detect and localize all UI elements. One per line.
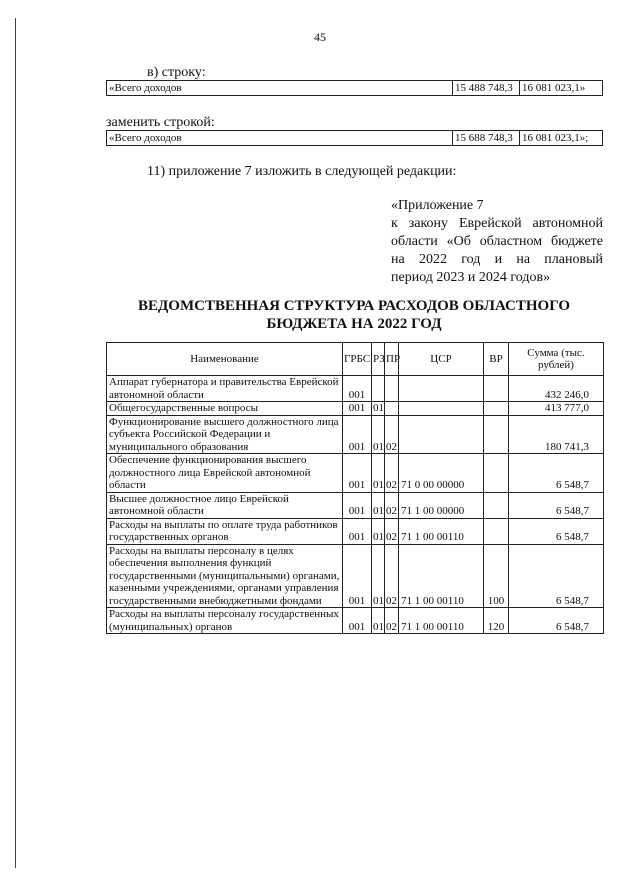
- table-row: [107, 376, 604, 402]
- table-row: [107, 402, 604, 416]
- table-header-row: [107, 343, 604, 376]
- row-vr: [484, 454, 509, 493]
- table-row: [107, 415, 604, 454]
- row-pr: 02: [385, 544, 399, 608]
- document-title: [106, 297, 602, 333]
- row-grbs: 001: [343, 454, 372, 493]
- row-name: Высшее должностное лицо Еврейской автономной области: [107, 492, 343, 518]
- amendment-new-value-1: 15 688 748,3: [453, 131, 520, 146]
- header-grbs: ГРБС: [343, 343, 372, 376]
- row-grbs: 001: [343, 402, 372, 416]
- row-rz: 01: [372, 454, 385, 493]
- row-vr: [484, 518, 509, 544]
- row-name: Аппарат губернатора и правительства Еврейской автономной области: [107, 376, 343, 402]
- row-grbs: 001: [343, 518, 372, 544]
- amendment-old-value-1: 15 488 748,3: [453, 81, 520, 96]
- row-rz: 01: [372, 492, 385, 518]
- amendment-new-value-2: 16 081 023,1»;: [520, 131, 603, 146]
- row-grbs: 001: [343, 376, 372, 402]
- row-pr: 02: [385, 454, 399, 493]
- row-csr: 71 1 00 00110: [399, 544, 484, 608]
- annex-line-1: «Приложение 7: [391, 198, 484, 213]
- table-row: [107, 454, 604, 493]
- row-name: Расходы на выплаты персоналу государственных (муниципальных) органов: [107, 608, 343, 634]
- table-row: [107, 131, 603, 146]
- annex-header: [391, 197, 603, 287]
- row-rz: 01: [372, 415, 385, 454]
- amendment-new-label: заменить строкой:: [106, 115, 215, 130]
- row-csr: [399, 376, 484, 402]
- row-sum: 6 548,7: [509, 492, 604, 518]
- row-name: Обеспечение функционирования высшего должностного лица Еврейской автономной области: [107, 454, 343, 493]
- row-vr: 120: [484, 608, 509, 634]
- row-sum: 413 777,0: [509, 402, 604, 416]
- row-grbs: 001: [343, 544, 372, 608]
- table-row: [107, 81, 603, 96]
- row-sum: 432 246,0: [509, 376, 604, 402]
- header-sum: Сумма (тыс. рублей): [509, 343, 604, 376]
- paragraph-11: 11) приложение 7 изложить в следующей редакции:: [147, 164, 457, 179]
- row-pr: 02: [385, 518, 399, 544]
- row-csr: 71 1 00 00110: [399, 518, 484, 544]
- header-name: Наименование: [107, 343, 343, 376]
- row-rz: 01: [372, 544, 385, 608]
- row-csr: [399, 402, 484, 416]
- page-number: 45: [314, 30, 326, 44]
- row-csr: 71 1 00 00000: [399, 492, 484, 518]
- header-rz: РЗ: [372, 343, 385, 376]
- row-grbs: 001: [343, 492, 372, 518]
- header-pr: ПР: [385, 343, 399, 376]
- expenditure-structure-table: [106, 342, 604, 634]
- row-rz: 01: [373, 402, 384, 414]
- row-sum: 6 548,7: [509, 608, 604, 634]
- title-line-1: ВЕДОМСТВЕННАЯ СТРУКТУРА РАСХОДОВ ОБЛАСТНОГО: [137, 298, 571, 314]
- row-name: Расходы на выплаты персоналу в целях обеспечения выполнения функций государственными (муниципальными) органами, казенными учреждениями, органами управления государственными внебюджетными фондами: [107, 544, 343, 608]
- row-rz: 01: [372, 608, 385, 634]
- row-vr: [484, 492, 509, 518]
- row-csr: 71 1 00 00110: [399, 608, 484, 634]
- annex-line-3: области «Об областном бюджете: [391, 234, 603, 249]
- page-margin-rule: [15, 18, 16, 868]
- row-pr: 02: [385, 608, 399, 634]
- row-sum: 6 548,7: [509, 454, 604, 493]
- row-grbs: 001: [343, 415, 372, 454]
- row-name: Функционирование высшего должностного лица субъекта Российской Федерации и муниципального образования: [107, 415, 343, 454]
- table-row: [107, 518, 604, 544]
- row-name: Расходы на выплаты по оплате труда работников государственных органов: [107, 518, 343, 544]
- amendment-new-name: «Всего доходов: [107, 131, 453, 146]
- row-pr: [385, 402, 399, 416]
- row-csr: [399, 415, 484, 454]
- row-grbs: 001: [343, 608, 372, 634]
- row-sum: 6 548,7: [509, 518, 604, 544]
- row-vr: 100: [484, 544, 509, 608]
- amendment-old-name: «Всего доходов: [107, 81, 453, 96]
- title-line-2: БЮДЖЕТА НА 2022 ГОД: [266, 316, 442, 332]
- row-pr: 02: [385, 492, 399, 518]
- row-sum: 6 548,7: [509, 544, 604, 608]
- table-row: [107, 608, 604, 634]
- row-sum: 180 741,3: [509, 415, 604, 454]
- annex-line-4: на 2022 год и на плановый: [391, 252, 603, 267]
- row-rz: 01: [372, 518, 385, 544]
- row-vr: [484, 376, 509, 402]
- amendment-old-label: в) строку:: [147, 65, 206, 80]
- row-name: Общегосударственные вопросы: [107, 402, 343, 416]
- header-vr: ВР: [484, 343, 509, 376]
- row-pr: 02: [385, 415, 399, 454]
- row-rz: [372, 376, 385, 402]
- amendment-old-row-table: [106, 80, 603, 96]
- row-vr: [484, 415, 509, 454]
- header-csr: ЦСР: [399, 343, 484, 376]
- annex-line-5: период 2023 и 2024 годов»: [391, 270, 551, 285]
- row-pr: [385, 376, 399, 402]
- amendment-new-row-table: [106, 130, 603, 146]
- row-vr: [484, 402, 509, 416]
- table-row: [107, 492, 604, 518]
- row-csr: 71 0 00 00000: [399, 454, 484, 493]
- table-row: [107, 544, 604, 608]
- annex-line-2: к закону Еврейской автономной: [391, 216, 603, 231]
- amendment-old-value-2: 16 081 023,1»: [520, 81, 603, 96]
